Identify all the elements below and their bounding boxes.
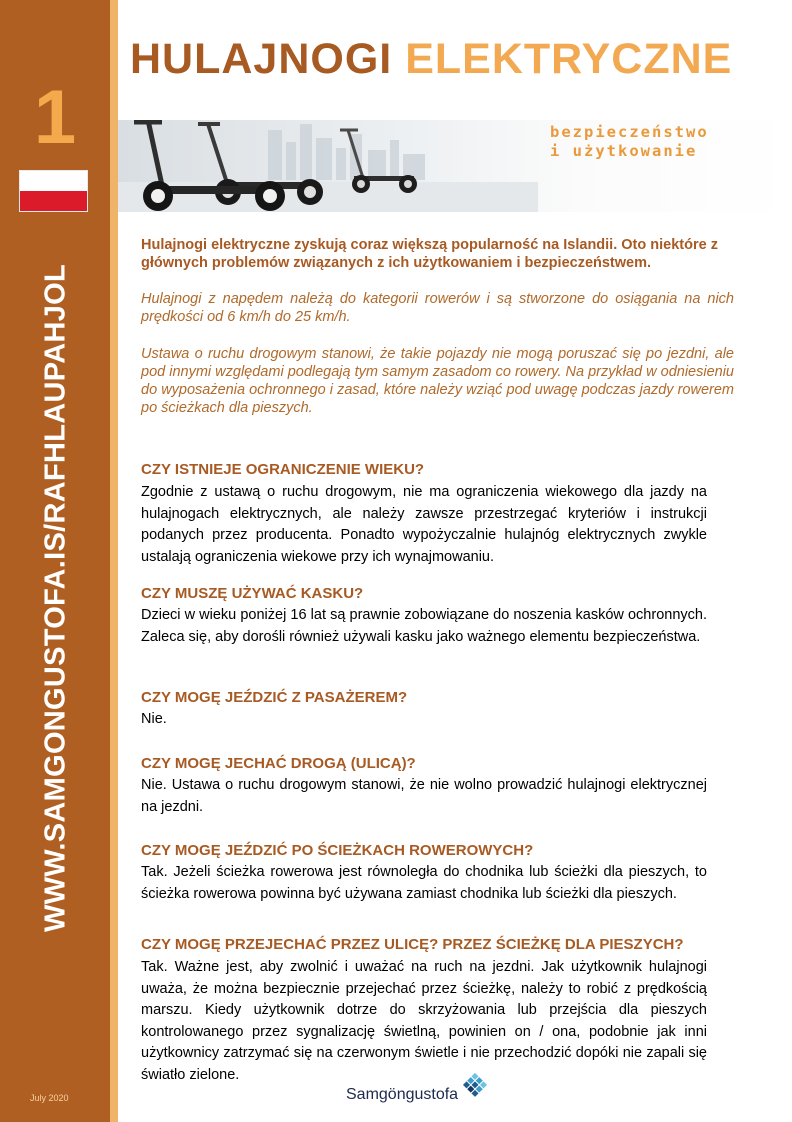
faq-question-age-limit: CZY ISTNIEJE OGRANICZENIE WIEKU? [141, 461, 425, 478]
faq-question-road: CZY MOGĘ JECHAĆ DROGĄ (ULICĄ)? [141, 755, 416, 772]
faq-answer-crossing: Tak. Ważne jest, aby zwolnić i uważać na ruch na jezdni. Jak użytkownik hulajnogi uważa, że można bezpiecznie przejechać przez ścieżkę, należy to robić z prędkością marszu. Kiedy użytkownik dotrze do skrzyżowania lub przejścia dla pieszych kontrolowanego przez sygnalizację świetlną, powinien on / ona, podobnie jak inni użytkownicy zatrzymać się na czerwonym świetle i nie przechodzić dopóki nie zapali się światło zielone. [141, 959, 707, 1083]
faq-answer-passenger: Nie. [141, 711, 167, 727]
faq-answer-age-limit: Zgodnie z ustawą o ruchu drogowym, nie ma ograniczenia wiekowego dla jazdy na hulajnogach elektrycznych, ale należy zawsze przestrzegać kryteriów i instrukcji podanych przez producenta. Ponadto wypożyczalnie hulajnóg elektrycznych zwykle ustalają ograniczenia wiekowe przy ich wynajmowaniu. [141, 484, 707, 565]
faq-answer-road: Nie. Ustawa o ruchu drogowym stanowi, że nie wolno prowadzić hulajnogi elektrycznej na jezdni. [141, 777, 707, 815]
banner-subtitle-line-2: i użytkowanie [550, 142, 698, 160]
faq-question-bike-paths: CZY MOGĘ JEŹDZIĆ PO ŚCIEŻKACH ROWEROWYCH? [141, 842, 534, 859]
title-word-2: ELEKTRYCZNE [405, 35, 733, 83]
diamond-grid-icon [458, 1070, 492, 1104]
flag-white-stripe [20, 171, 87, 191]
banner-subtitle [550, 123, 709, 161]
intro-italic-paragraph-2: Ustawa o ruchu drogowym stanowi, że takie pojazdy nie mogą poruszać się po jezdni, ale pod innymi względami podlegają tym samym zasadom co rowery. Na przykład w odniesieniu do wyposażenia ochronnego i zasad, które należy wziąć pod uwagę podczas jazdy rowerem po ścieżkach dla pieszych. [141, 346, 734, 416]
faq-question-crossing: CZY MOGĘ PRZEJECHAĆ PRZEZ ULICĘ? PRZEZ ŚCIEŻKĘ DLA PIESZYCH? [141, 936, 684, 953]
publication-date: July 2020 [30, 1093, 69, 1103]
faq-question-helmet: CZY MUSZĘ UŻYWAĆ KASKU? [141, 585, 364, 602]
intro-italic-paragraph-1: Hulajnogi z napędem należą do kategorii rowerów i są stworzone do osiągania na nich prędkości od 6 km/h do 25 km/h. [141, 291, 734, 325]
faq-question-passenger: CZY MOGĘ JEŹDZIĆ Z PASAŻEREM? [141, 689, 408, 706]
intro-bold-text: Hulajnogi elektryczne zyskują coraz większą popularność na Islandii. Oto niektóre z głównych problemów związanych z ich użytkowaniem i bezpieczeństwem. [141, 237, 718, 271]
flag-red-stripe [20, 191, 87, 211]
sidebar-url[interactable]: WWW.SAMGONGUSTOFA.IS/RAFHLAUPAHJOL [39, 263, 72, 933]
sidebar-edge [110, 0, 118, 1122]
poland-flag-icon [19, 170, 88, 212]
page-number: 1 [33, 75, 77, 160]
faq-answer-helmet: Dzieci w wieku poniżej 16 lat są prawnie zobowiązane do noszenia kasków ochronnych. Zaleca się, aby dorośli również używali kasku jako ważnego elementu bezpieczeństwa. [141, 607, 707, 645]
page-title [130, 34, 732, 84]
banner-subtitle-line-1: bezpieczeństwo [550, 123, 709, 141]
samgongustofa-logo [346, 1068, 496, 1108]
logo-text: Samgöngustofa [346, 1086, 459, 1103]
faq-answer-bike-paths: Tak. Jeżeli ścieżka rowerowa jest równoległa do chodnika lub ścieżki dla pieszych, to ścieżka rowerowa powinna być używana zamiast chodnika lub ścieżki dla pieszych. [141, 864, 707, 902]
title-word-1: HULAJNOGI [130, 35, 393, 83]
